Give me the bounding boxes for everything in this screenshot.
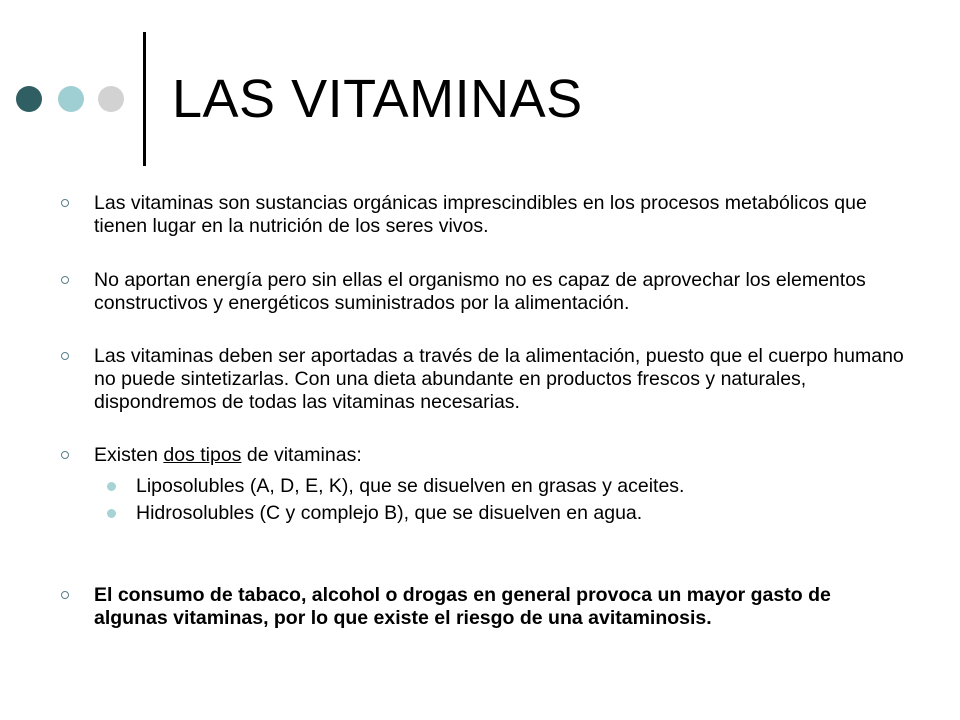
list-item	[94, 444, 904, 467]
sub-list-item	[136, 501, 916, 525]
list-item	[94, 584, 904, 630]
ring-bullet-icon	[61, 199, 69, 207]
list-item-text	[94, 444, 904, 467]
dot-bullet-icon	[107, 482, 116, 491]
list-item	[94, 345, 904, 414]
list-item-text: No aportan energía pero sin ellas el organismo no es capaz de aprovechar los elementos constructivos y energéticos suministrados por la alimentación.	[94, 269, 866, 314]
text-after: de vitaminas:	[241, 444, 362, 466]
list-item-text: Las vitaminas son sustancias orgánicas imprescindibles en los procesos metabólicos que tienen lugar en la nutrición de los seres vivos.	[94, 192, 867, 237]
slide-title: LAS VITAMINAS	[172, 69, 583, 129]
list-item-text: Las vitaminas deben ser aportadas a través de la alimentación, puesto que el cuerpo humano no puede sintetizarlas. Con una dieta abundante en productos frescos y naturales, dispondremos de todas las vitaminas necesarias.	[94, 345, 904, 413]
list-item	[94, 192, 904, 238]
ring-bullet-icon	[61, 352, 69, 360]
sub-list-item	[136, 474, 916, 498]
text-before: Existen	[94, 444, 164, 466]
dot-bullet-icon	[107, 509, 116, 518]
list-item	[94, 269, 904, 315]
ring-bullet-icon	[61, 591, 69, 599]
sub-list-item-text: Hidrosolubles (C y complejo B), que se disuelven en agua.	[136, 502, 643, 524]
underlined-text: dos tipos	[163, 444, 242, 466]
sub-list-item-text: Liposolubles (A, D, E, K), que se disuelven en grasas y aceites.	[136, 475, 685, 497]
ring-bullet-icon	[61, 451, 69, 459]
ring-bullet-icon	[61, 276, 69, 284]
list-item-text: El consumo de tabaco, alcohol o drogas en general provoca un mayor gasto de algunas vitaminas, por lo que existe el riesgo de una avitaminosis.	[94, 584, 831, 629]
